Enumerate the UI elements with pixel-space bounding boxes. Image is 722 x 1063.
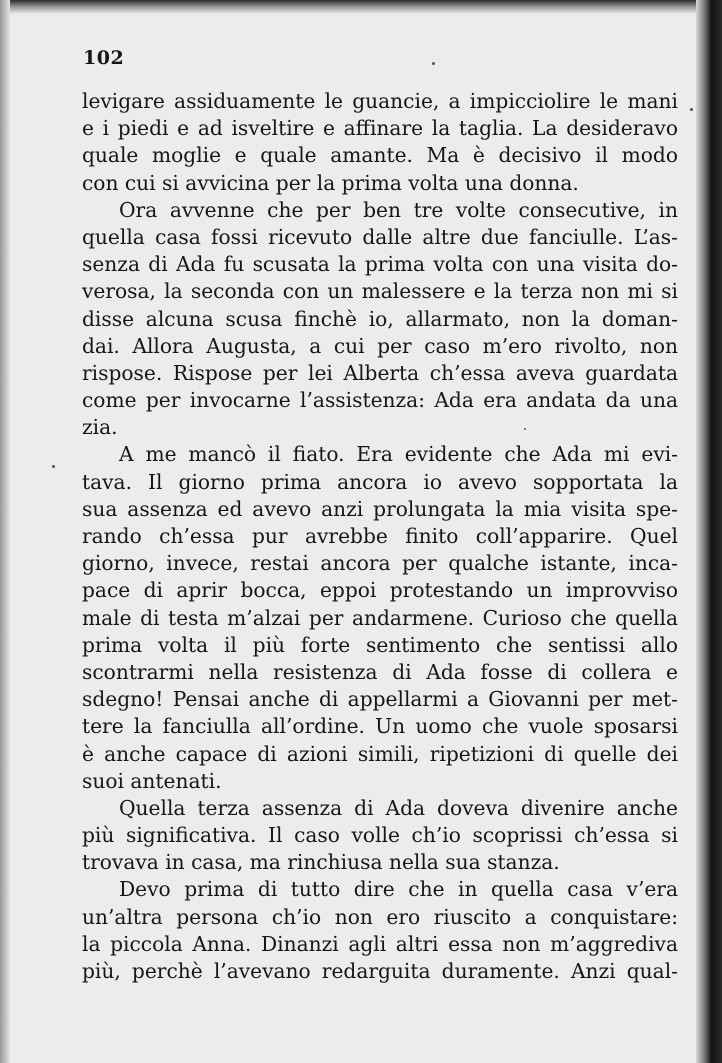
text-line: giorno, invece, restai ancora per qualche istante, inca-	[82, 551, 678, 576]
text-line: sua assenza ed avevo anzi prolungata la mia visita spe-	[82, 496, 678, 521]
text-line: prima volta il più forte sentimento che sentissi allo	[82, 632, 678, 657]
text-line: suoi antenati.	[82, 768, 222, 793]
text-line: senza di Ada fu scusata la prima volta con una visita do-	[82, 252, 678, 277]
text-line: un’altra persona ch’io non ero riuscito a conquistare:	[82, 904, 678, 929]
text-line: quella casa fossi ricevuto dalle altre due fanciulle. L’as-	[82, 224, 678, 249]
page-number: 102	[83, 47, 125, 69]
page-left-shadow	[0, 0, 10, 1063]
text-line: verosa, la seconda con un malessere e la terza non mi si	[82, 279, 678, 304]
text-line: più significativa. Il caso volle ch’io scoprissi ch’essa si	[82, 823, 678, 848]
text-line: zia.	[82, 415, 118, 440]
text-line: trovava in casa, ma rinchiusa nella sua stanza.	[82, 850, 560, 875]
paper-speck	[432, 62, 435, 65]
text-line: A me mancò il fiato. Era evidente che Ada mi evi-	[119, 442, 678, 467]
text-line: Ora avvenne che per ben tre volte consecutive, in	[119, 197, 678, 222]
paper-speck	[52, 465, 55, 468]
book-spine-shadow	[696, 0, 722, 1063]
page-top-shadow	[0, 0, 722, 14]
text-line: Quella terza assenza di Ada doveva divenire anche	[119, 795, 678, 820]
text-line: come per invocarne l’assistenza: Ada era andata da una	[82, 388, 678, 413]
text-line: più, perchè l’avevano redarguita duramente. Anzi qual-	[82, 959, 678, 983]
text-line: disse alcuna scusa finchè io, allarmato, non la doman-	[82, 306, 678, 331]
text-line: è anche capace di azioni simili, ripetizioni di quelle dei	[82, 741, 678, 766]
text-line: la piccola Anna. Dinanzi agli altri essa non m’aggrediva	[82, 931, 678, 956]
text-line: Devo prima di tutto dire che in quella casa v’era	[119, 877, 678, 902]
text-line: pace di aprir bocca, eppoi protestando un improvviso	[82, 578, 678, 603]
text-line: tava. Il giorno prima ancora io avevo sopportata la	[82, 469, 678, 494]
text-line: dai. Allora Augusta, a cui per caso m’ero rivolto, non	[82, 333, 678, 358]
text-line: rispose. Rispose per lei Alberta ch’essa aveva guardata	[82, 360, 678, 385]
text-line: sdegno! Pensai anche di appellarmi a Giovanni per met-	[82, 687, 678, 712]
paper-speck	[690, 108, 693, 111]
text-line: rando ch’essa pur avrebbe finito coll’apparire. Quel	[82, 524, 678, 548]
text-line: con cui si avvicina per la prima volta una donna.	[82, 170, 579, 195]
text-line: male di testa m’alzai per andarmene. Curioso che quella	[82, 605, 678, 630]
body-text	[82, 88, 678, 985]
text-line: levigare assiduamente le guancie, a impicciolire le mani	[82, 89, 678, 113]
text-line: e i piedi e ad isveltire e affinare la taglia. La desideravo	[82, 116, 678, 141]
text-line: scontrarmi nella resistenza di Ada fosse di collera e	[82, 659, 678, 684]
text-line: quale moglie e quale amante. Ma è decisivo il modo	[82, 143, 678, 168]
text-line: tere la fanciulla all’ordine. Un uomo che vuole sposarsi	[82, 714, 678, 739]
